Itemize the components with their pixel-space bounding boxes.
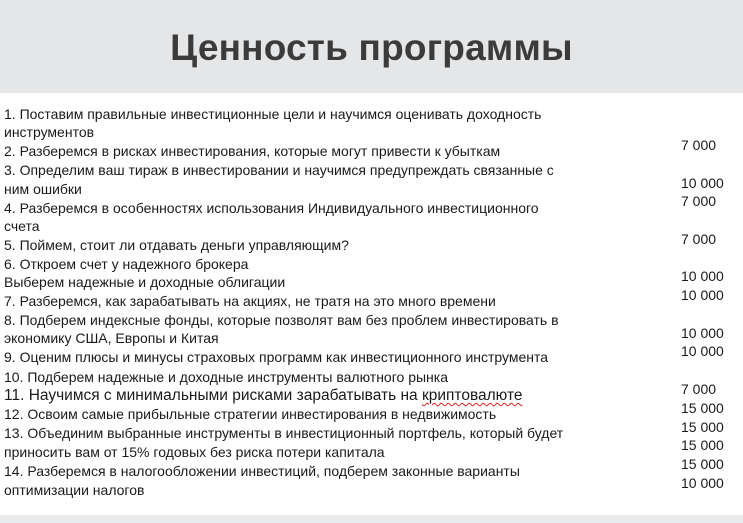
list-line: 8. Подберем индексные фонды, которые позволят вам без проблем инвестировать в xyxy=(4,312,559,328)
price: 10 000 xyxy=(681,475,724,491)
list-line: 4. Разберемся в особенностях использования Индивидуального инвестиционного xyxy=(4,200,539,216)
page-title: Ценность программы xyxy=(170,27,573,68)
price: 15 000 xyxy=(681,456,724,472)
list-line: ним ошибки xyxy=(4,181,82,197)
list-line: 6. Откроем счет у надежного брокера xyxy=(4,256,249,272)
list-line: 13. Объединим выбранные инструменты в инвестиционный портфель, который будет xyxy=(4,425,564,441)
price: 15 000 xyxy=(681,437,724,453)
list-line: 3. Определим ваш тираж в инвестировании и научимся предупреждать связанные с xyxy=(4,162,554,178)
list-line-text: 11. Научимся с минимальными рисками зарабатывать на xyxy=(4,387,422,404)
spellcheck-word: криптовалюте xyxy=(421,387,523,404)
price: 7 000 xyxy=(681,381,717,397)
list-line xyxy=(4,387,523,404)
title-banner xyxy=(0,0,743,93)
list-line: приносить вам от 15% годовых без риска потери капитала xyxy=(4,444,385,460)
price: 15 000 xyxy=(681,400,724,416)
price: 7 000 xyxy=(681,137,717,153)
list-line: инструментов xyxy=(4,124,95,140)
list-line: Выберем надежные и доходные облигации xyxy=(4,274,286,290)
price: 10 000 xyxy=(681,343,724,359)
list-line: 7. Разберемся, как зарабатывать на акциях, не тратя на это много времени xyxy=(4,293,496,309)
price: 7 000 xyxy=(681,193,717,209)
price: 10 000 xyxy=(681,287,724,303)
list-line: 2. Разберемся в рисках инвестирования, которые могут привести к убыткам xyxy=(4,143,501,159)
price: 10 000 xyxy=(681,175,724,191)
bottom-strip xyxy=(0,515,743,523)
list-line: 5. Поймем, стоит ли отдавать деньги управляющим? xyxy=(4,237,349,253)
list-line: 14. Разберемся в налогообложении инвестиций, подберем законные варианты xyxy=(4,463,520,479)
price: 10 000 xyxy=(681,268,724,284)
list-line: 10. Подберем надежные и доходные инструменты валютного рынка xyxy=(4,369,448,385)
list-line: экономику США, Европы и Китая xyxy=(4,330,219,346)
list-line: 12. Освоим самые прибыльные стратегии инвестирования в недвижимость xyxy=(4,406,497,422)
list-line: счета xyxy=(4,218,40,234)
list-line: 1. Поставим правильные инвестиционные цели и научимся оценивать доходность xyxy=(4,106,542,122)
price: 7 000 xyxy=(681,231,717,247)
list-line: оптимизации налогов xyxy=(4,482,145,498)
price: 10 000 xyxy=(681,325,724,341)
list-line: 9. Оценим плюсы и минусы страховых программ как инвестиционного инструмента xyxy=(4,349,549,365)
price: 15 000 xyxy=(681,419,724,435)
